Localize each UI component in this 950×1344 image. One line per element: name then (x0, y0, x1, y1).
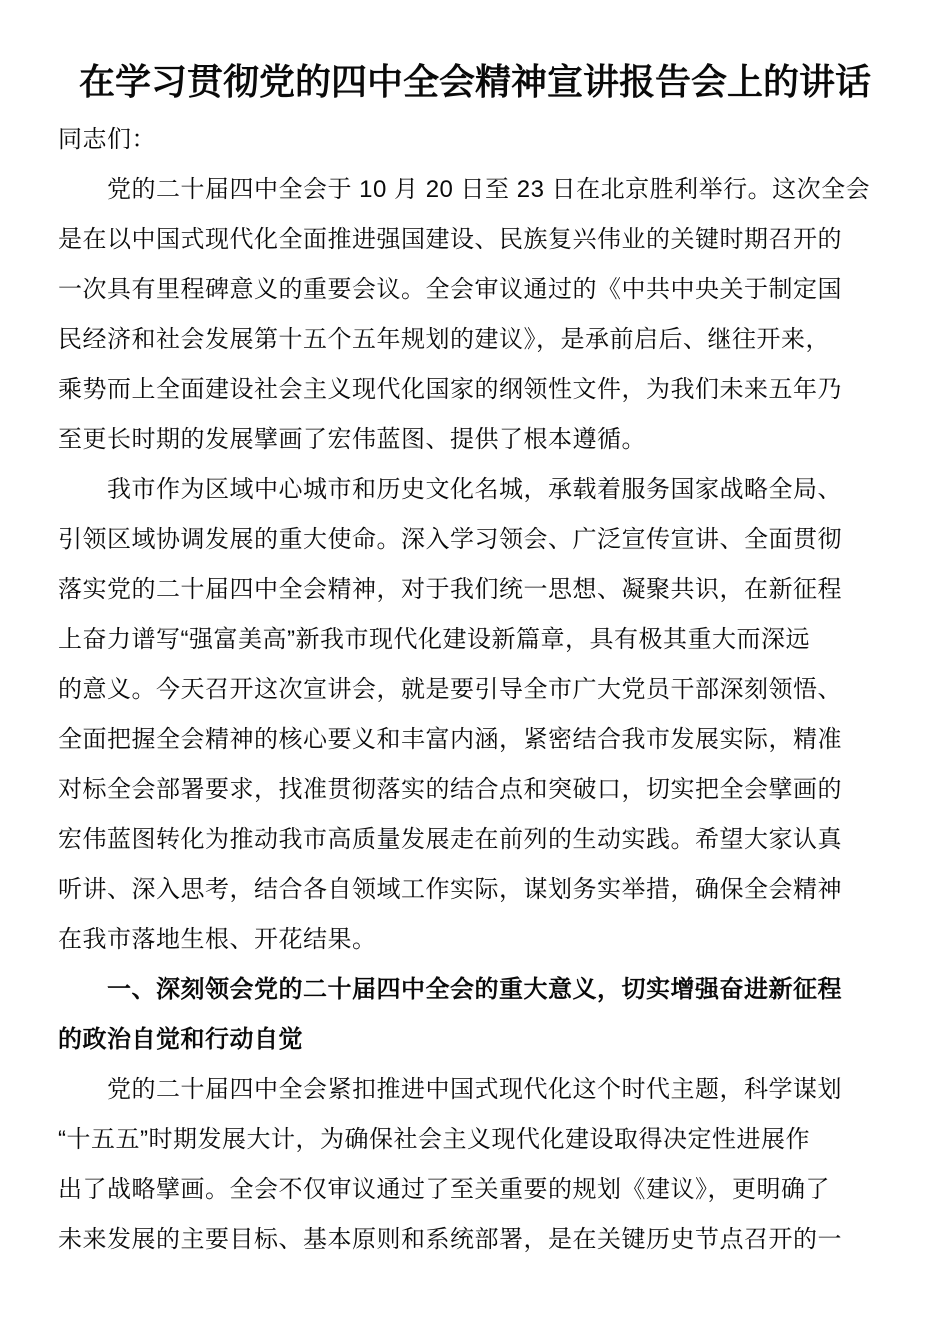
text-line: 落实党的二十届四中全会精神，对于我们统一思想、凝聚共识，在新征程 (58, 576, 842, 603)
text-line: 未来发展的主要目标、基本原则和系统部署，是在关键历史节点召开的一 (58, 1226, 842, 1253)
body-paragraph (58, 465, 892, 965)
body-paragraph (58, 1065, 892, 1265)
document-title: 在学习贯彻党的四中全会精神宣讲报告会上的讲话 (78, 61, 871, 102)
text-line: “十五五”时期发展大计，为确保社会主义现代化建设取得决定性进展作 (58, 1126, 810, 1153)
document-body (58, 165, 892, 1265)
text-line: 至更长时期的发展擘画了宏伟蓝图、提供了根本遵循。 (58, 426, 646, 453)
salutation-line: 同志们： (58, 126, 156, 153)
text-line: 听讲、深入思考，结合各自领域工作实际，谋划务实举措，确保全会精神 (58, 876, 842, 903)
body-paragraph (58, 165, 892, 465)
text-line: 在我市落地生根、开花结果。 (58, 926, 377, 953)
text-line: 是在以中国式现代化全面推进强国建设、民族复兴伟业的关键时期召开的 (58, 226, 842, 253)
text-line: 上奋力谱写“强富美高”新我市现代化建设新篇章，具有极其重大而深远 (58, 626, 810, 653)
text-line: 党的二十届四中全会紧扣推进中国式现代化这个时代主题，科学谋划 (107, 1076, 842, 1103)
text-line: 一、深刻领会党的二十届四中全会的重大意义，切实增强奋进新征程 (107, 976, 842, 1003)
text-line: 宏伟蓝图转化为推动我市高质量发展走在前列的生动实践。希望大家认真 (58, 826, 842, 853)
text-line: 乘势而上全面建设社会主义现代化国家的纲领性文件，为我们未来五年乃 (58, 376, 842, 403)
text-line: 对标全会部署要求，找准贯彻落实的结合点和突破口，切实把全会擘画的 (58, 776, 842, 803)
text-line: 党的二十届四中全会于 10 月 20 日至 23 日在北京胜利举行。这次全会 (107, 176, 871, 203)
text-line: 引领区域协调发展的重大使命。深入学习领会、广泛宣传宣讲、全面贯彻 (58, 526, 842, 553)
text-line: 我市作为区域中心城市和历史文化名城，承载着服务国家战略全局、 (107, 476, 842, 503)
section-heading (58, 965, 892, 1065)
text-line: 全面把握全会精神的核心要义和丰富内涵，紧密结合我市发展实际，精准 (58, 726, 842, 753)
text-line: 一次具有里程碑意义的重要会议。全会审议通过的《中共中央关于制定国 (58, 276, 842, 303)
text-line: 的政治自觉和行动自觉 (58, 1026, 303, 1053)
text-line: 的意义。今天召开这次宣讲会，就是要引导全市广大党员干部深刻领悟、 (58, 676, 842, 703)
text-line: 民经济和社会发展第十五个五年规划的建议》，是承前启后、继往开来， (58, 326, 830, 353)
text-line: 出了战略擘画。全会不仅审议通过了至关重要的规划《建议》，更明确了 (58, 1176, 830, 1203)
